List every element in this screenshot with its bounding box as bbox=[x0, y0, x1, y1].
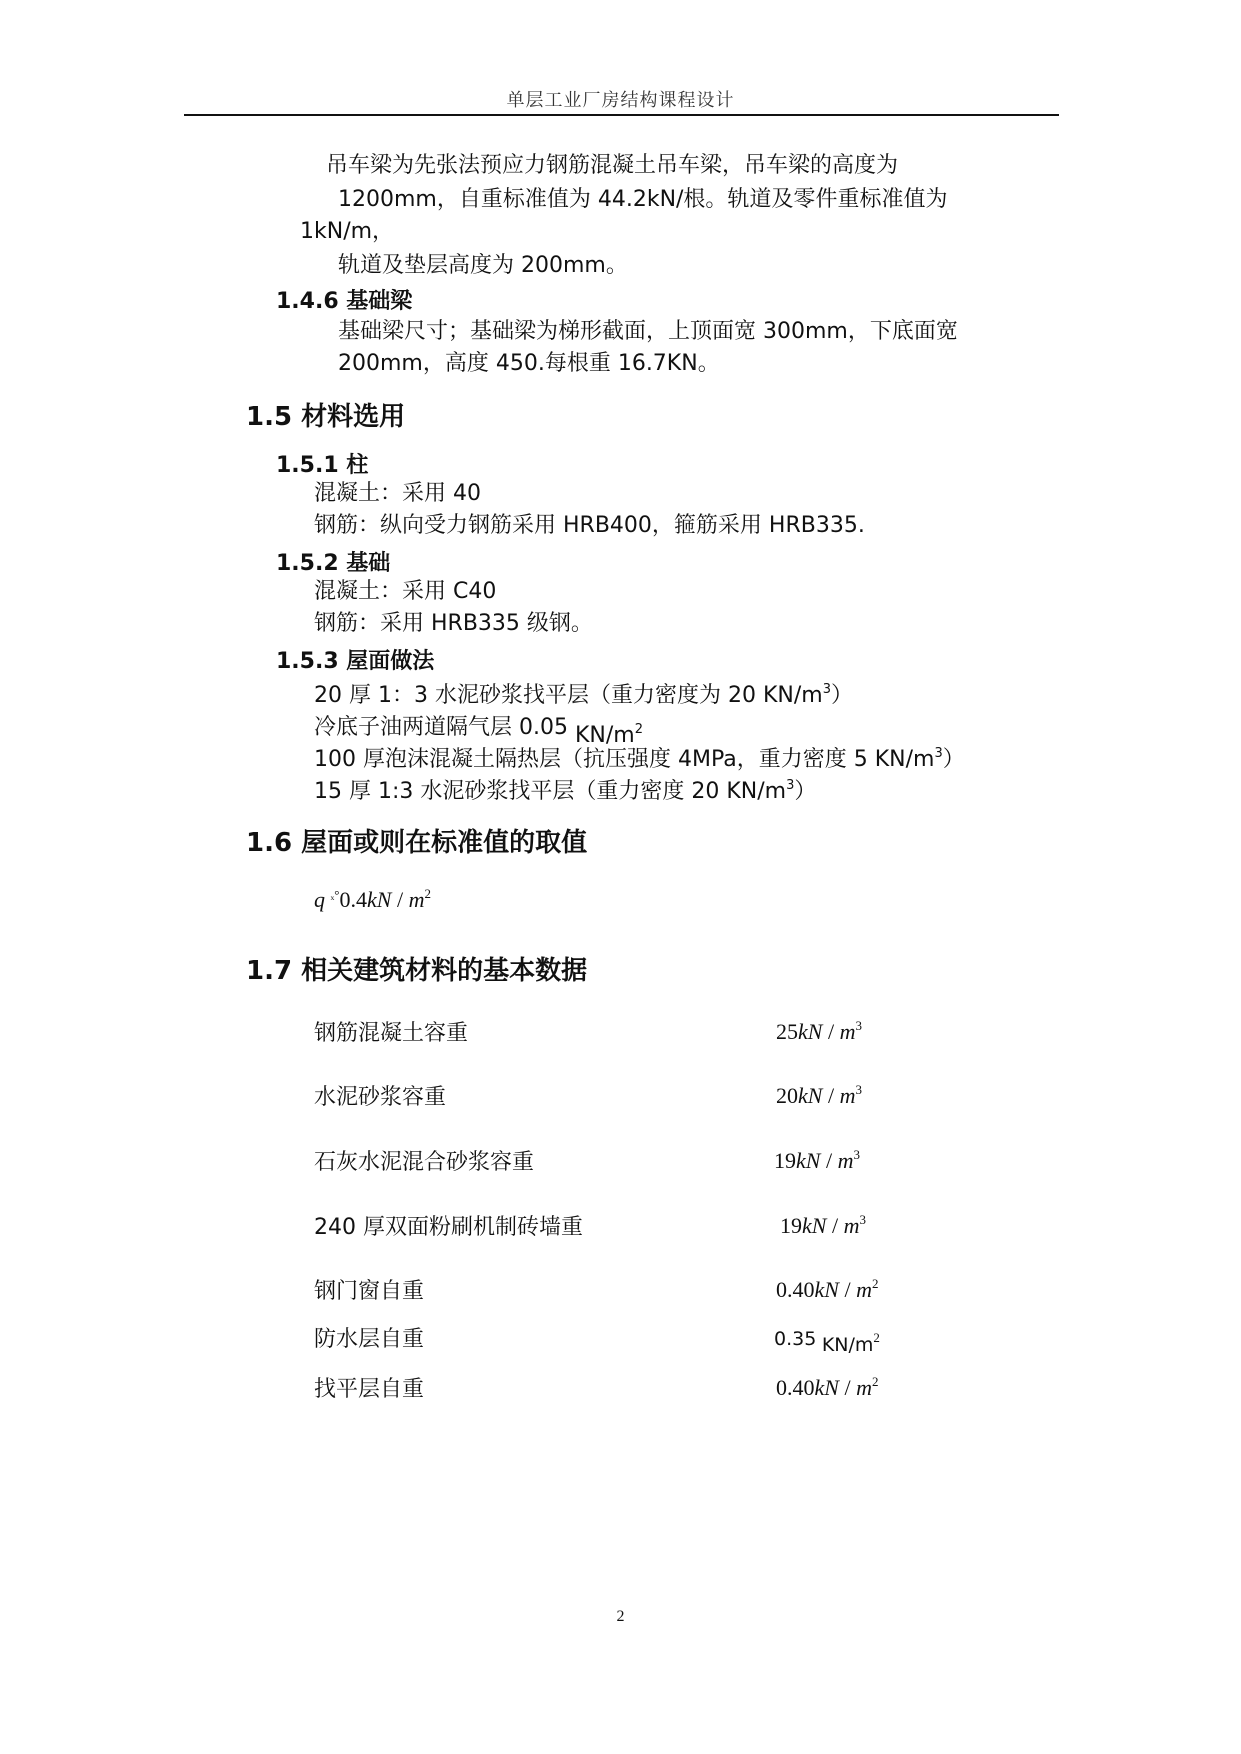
material-value-number: 0.40 bbox=[776, 1375, 815, 1400]
roof-layer-3-end: ） bbox=[942, 747, 965, 772]
roof-layer-1-text: 20 厚 1：3 水泥砂浆找平层（重力密度为 20 KN/m bbox=[314, 683, 823, 708]
material-value bbox=[774, 1324, 880, 1356]
material-value-unit-a: kN bbox=[802, 1213, 827, 1238]
foundation-beam-line-1: 基础梁尺寸；基础梁为梯形截面，上顶面宽 300mm，下底面宽 bbox=[338, 319, 958, 344]
material-value: $19kN / m^3$ bbox=[780, 1212, 866, 1238]
material-value-unit-a: kN bbox=[814, 1375, 839, 1400]
material-name: 找平层自重 bbox=[314, 1377, 425, 1402]
material-value-sup: 3 bbox=[859, 1212, 866, 1227]
heading-1-5-2: 1.5.2 基础 bbox=[276, 551, 391, 576]
material-value-number: 0.35 bbox=[774, 1328, 817, 1350]
heading-1-5-3: 1.5.3 屋面做法 bbox=[276, 649, 435, 674]
material-value: $19kN / m^3$ bbox=[774, 1147, 860, 1173]
heading-1-5-1: 1.5.1 柱 bbox=[276, 453, 369, 478]
roof-layer-4 bbox=[314, 770, 816, 808]
material-value-number: 19 bbox=[774, 1148, 796, 1173]
formula-unit-k: kN bbox=[366, 887, 392, 912]
heading-1-4-6: 1.4.6 基础梁 bbox=[276, 289, 413, 314]
material-value-unit-b: m bbox=[839, 1019, 856, 1044]
material-value-unit-a: kN bbox=[798, 1083, 823, 1108]
material-name: 防水层自重 bbox=[314, 1327, 425, 1352]
heading-1-6: 1.6 屋面或则在标准值的取值 bbox=[246, 828, 588, 858]
material-value-unit: KN/m bbox=[821, 1334, 874, 1356]
formula-value: 0.4 bbox=[339, 887, 367, 912]
roof-layer-3-text: 100 厚泡沫混凝土隔热层（抗压强度 4MPa，重力密度 5 KN/m bbox=[314, 747, 935, 772]
heading-1-5: 1.5 材料选用 bbox=[246, 402, 406, 432]
material-value: $25kN / m^3$ bbox=[776, 1018, 862, 1044]
running-header: 单层工业厂房结构课程设计 bbox=[506, 90, 735, 111]
material-value-unit-b: m bbox=[843, 1213, 860, 1238]
material-value-unit-a: kN bbox=[798, 1019, 823, 1044]
material-name: 石灰水泥混合砂浆容重 bbox=[314, 1150, 535, 1175]
material-value-unit-b: m bbox=[856, 1277, 872, 1302]
crane-beam-line-1: 吊车梁为先张法预应力钢筋混凝土吊车梁，吊车梁的高度为 bbox=[326, 153, 899, 178]
crane-beam-line-4: 轨道及垫层高度为 200mm。 bbox=[338, 253, 628, 278]
column-concrete: 混凝土：采用 40 bbox=[314, 481, 481, 506]
formula-slash: / bbox=[391, 887, 409, 912]
material-value-sup: 3 bbox=[853, 1147, 860, 1162]
crane-beam-line-3: 1kN/m， bbox=[300, 219, 395, 244]
material-value-number: 0.40 bbox=[776, 1277, 815, 1302]
foundation-concrete: 混凝土：采用 C40 bbox=[314, 579, 497, 604]
roof-layer-4-end: ） bbox=[794, 779, 817, 804]
roof-layer-2-sup: 2 bbox=[634, 722, 643, 737]
material-name: 水泥砂浆容重 bbox=[314, 1085, 447, 1110]
material-value-unit-b: m bbox=[837, 1148, 854, 1173]
material-value-sup: 3 bbox=[855, 1082, 862, 1097]
formula-q: q bbox=[314, 887, 325, 912]
crane-beam-line-2: 1200mm，自重标准值为 44.2kN/根。轨道及零件重标准值为 bbox=[338, 187, 948, 212]
material-value: $0.40kN / m^2$ bbox=[776, 1276, 879, 1302]
material-name: 240 厚双面粉刷机制砖墙重 bbox=[314, 1215, 583, 1240]
material-value-sup: 2 bbox=[873, 1330, 880, 1345]
material-value-number: 20 bbox=[776, 1083, 798, 1108]
material-value-sup: 2 bbox=[871, 1276, 879, 1291]
material-name: 钢筋混凝土容重 bbox=[314, 1021, 469, 1046]
material-value-number: 25 bbox=[776, 1019, 798, 1044]
material-value-unit-a: kN bbox=[796, 1148, 821, 1173]
roof-layer-3-sup: 3 bbox=[934, 746, 943, 761]
formula-sup: 2 bbox=[424, 886, 431, 901]
formula-mark: ₓ° bbox=[330, 887, 340, 902]
roof-load-formula bbox=[314, 886, 431, 913]
roof-layer-1-end: ） bbox=[830, 683, 853, 708]
roof-layer-2-text: 冷底子油两道隔气层 0.05 bbox=[314, 715, 568, 740]
roof-layer-4-sup: 3 bbox=[786, 778, 795, 793]
material-value-sup: 2 bbox=[871, 1374, 879, 1389]
material-value: $20kN / m^3$ bbox=[776, 1082, 862, 1108]
page-number: 2 bbox=[616, 1608, 625, 1625]
formula-unit-m: m bbox=[408, 887, 425, 912]
header-divider bbox=[184, 114, 1059, 116]
foundation-steel: 钢筋：采用 HRB335 级钢。 bbox=[314, 611, 593, 636]
material-value-unit-a: kN bbox=[814, 1277, 839, 1302]
material-value-number: 19 bbox=[780, 1213, 802, 1238]
roof-layer-4-text: 15 厚 1:3 水泥砂浆找平层（重力密度 20 KN/m bbox=[314, 779, 787, 804]
material-name: 钢门窗自重 bbox=[314, 1279, 425, 1304]
heading-1-7: 1.7 相关建筑材料的基本数据 bbox=[246, 956, 588, 986]
material-value: $0.40kN / m^2$ bbox=[776, 1374, 879, 1400]
foundation-beam-line-2: 200mm，高度 450.每根重 16.7KN。 bbox=[338, 351, 720, 376]
roof-layer-1-sup: 3 bbox=[822, 682, 831, 697]
column-steel: 钢筋：纵向受力钢筋采用 HRB400，箍筋采用 HRB335. bbox=[314, 513, 865, 538]
material-value-unit-b: m bbox=[839, 1083, 856, 1108]
material-value-sup: 3 bbox=[855, 1018, 862, 1033]
material-value-unit-b: m bbox=[856, 1375, 872, 1400]
roof-layer-2-unit: KN/m bbox=[574, 723, 635, 748]
